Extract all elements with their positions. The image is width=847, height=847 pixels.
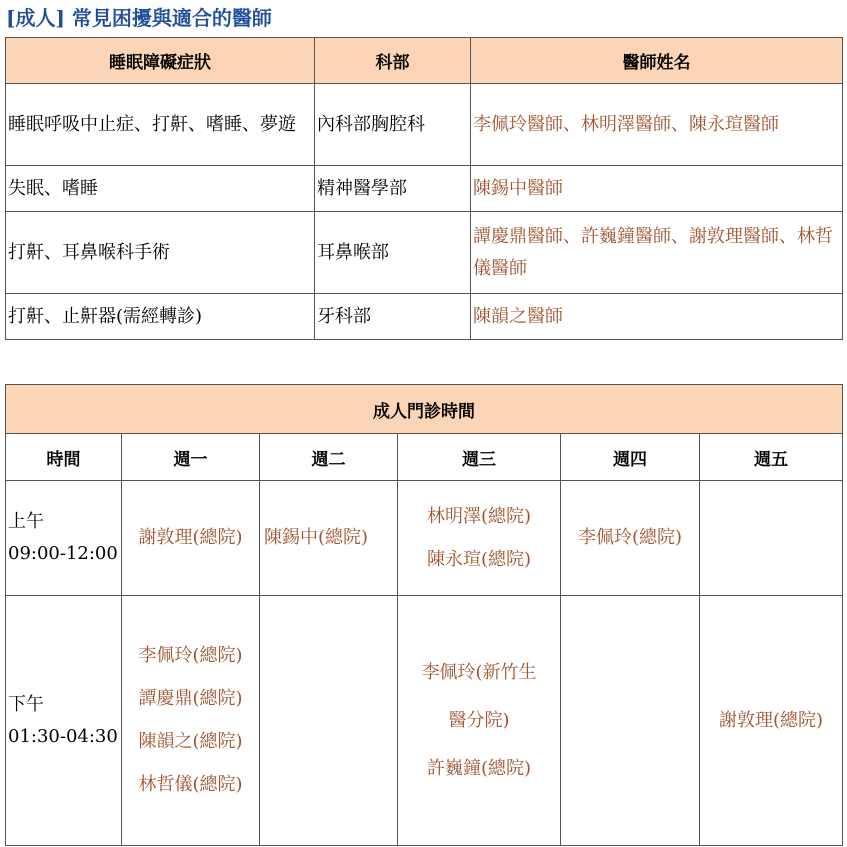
clinic-entry: 李佩玲(新竹生 bbox=[421, 661, 537, 683]
header-wednesday: 週三 bbox=[398, 434, 561, 481]
afternoon-tue bbox=[260, 596, 398, 846]
slot-time: 09:00-12:00 bbox=[8, 543, 118, 564]
clinic-entry: 林明澤(總院) bbox=[426, 505, 532, 527]
clinic-entry: 醫分院) bbox=[448, 709, 510, 731]
symptom-cell: 睡眠呼吸中止症、打鼾、嗜睡、夢遊 bbox=[6, 84, 315, 166]
dept-cell: 牙科部 bbox=[315, 294, 471, 340]
slot-label: 下午 bbox=[8, 693, 44, 715]
morning-mon bbox=[122, 481, 260, 596]
clinic-entry: 陳錫中(總院) bbox=[264, 527, 369, 548]
doctors-cell: 譚慶鼎醫師、許巍鐘醫師、謝敦理醫師、林哲儀醫師 bbox=[471, 212, 843, 294]
clinic-entry: 陳永瑄(總院) bbox=[426, 548, 532, 570]
morning-slot bbox=[6, 481, 122, 596]
afternoon-mon bbox=[122, 596, 260, 846]
page-heading: [成人] 常見困擾與適合的醫師 bbox=[6, 6, 272, 30]
header-monday: 週一 bbox=[122, 434, 260, 481]
header-doctors: 醫師姓名 bbox=[471, 38, 843, 84]
symptom-cell: 打鼾、耳鼻喉科手術 bbox=[6, 212, 315, 294]
doctors-cell: 陳錫中醫師 bbox=[471, 166, 843, 212]
table-row bbox=[6, 212, 843, 294]
doctor-table-header bbox=[6, 38, 843, 84]
clinic-entry: 許巍鐘(總院) bbox=[426, 757, 532, 779]
slot-time: 01:30-04:30 bbox=[8, 725, 118, 747]
header-friday: 週五 bbox=[700, 434, 843, 481]
doctors-cell: 李佩玲醫師、林明澤醫師、陳永瑄醫師 bbox=[471, 84, 843, 166]
clinic-entry: 陳韻之(總院) bbox=[138, 731, 243, 752]
header-time: 時間 bbox=[6, 434, 122, 481]
schedule-table bbox=[5, 384, 843, 846]
table-row bbox=[6, 84, 843, 166]
header-symptom: 睡眠障礙症狀 bbox=[6, 38, 315, 84]
afternoon-row bbox=[6, 596, 843, 846]
clinic-entry: 謝敦理(總院) bbox=[719, 709, 824, 731]
symptom-cell: 失眠、嗜睡 bbox=[6, 166, 315, 212]
afternoon-wed bbox=[398, 596, 561, 846]
clinic-entry: 李佩玲(總院) bbox=[138, 645, 243, 666]
clinic-entry: 李佩玲(總院) bbox=[577, 527, 683, 548]
dept-cell: 精神醫學部 bbox=[315, 166, 471, 212]
header-tuesday: 週二 bbox=[260, 434, 398, 481]
doctors-cell: 陳韻之醫師 bbox=[471, 294, 843, 340]
afternoon-slot bbox=[6, 596, 122, 846]
morning-tue bbox=[260, 481, 398, 596]
dept-cell: 內科部胸腔科 bbox=[315, 84, 471, 166]
morning-thu bbox=[561, 481, 700, 596]
afternoon-fri bbox=[700, 596, 843, 846]
symptom-cell: 打鼾、止鼾器(需經轉診) bbox=[6, 294, 315, 340]
table-row bbox=[6, 294, 843, 340]
doctor-table bbox=[5, 37, 843, 340]
clinic-entry: 林哲儀(總院) bbox=[138, 774, 243, 795]
morning-wed bbox=[398, 481, 561, 596]
slot-label: 上午 bbox=[8, 511, 44, 532]
morning-row bbox=[6, 481, 843, 596]
afternoon-thu bbox=[561, 596, 700, 846]
morning-fri bbox=[700, 481, 843, 596]
schedule-title: 成人門診時間 bbox=[6, 385, 843, 434]
header-thursday: 週四 bbox=[561, 434, 700, 481]
clinic-entry: 譚慶鼎(總院) bbox=[138, 688, 243, 709]
header-dept: 科部 bbox=[315, 38, 471, 84]
schedule-day-row bbox=[6, 434, 843, 481]
clinic-entry: 謝敦理(總院) bbox=[138, 527, 243, 548]
schedule-title-row bbox=[6, 385, 843, 434]
table-row bbox=[6, 166, 843, 212]
dept-cell: 耳鼻喉部 bbox=[315, 212, 471, 294]
